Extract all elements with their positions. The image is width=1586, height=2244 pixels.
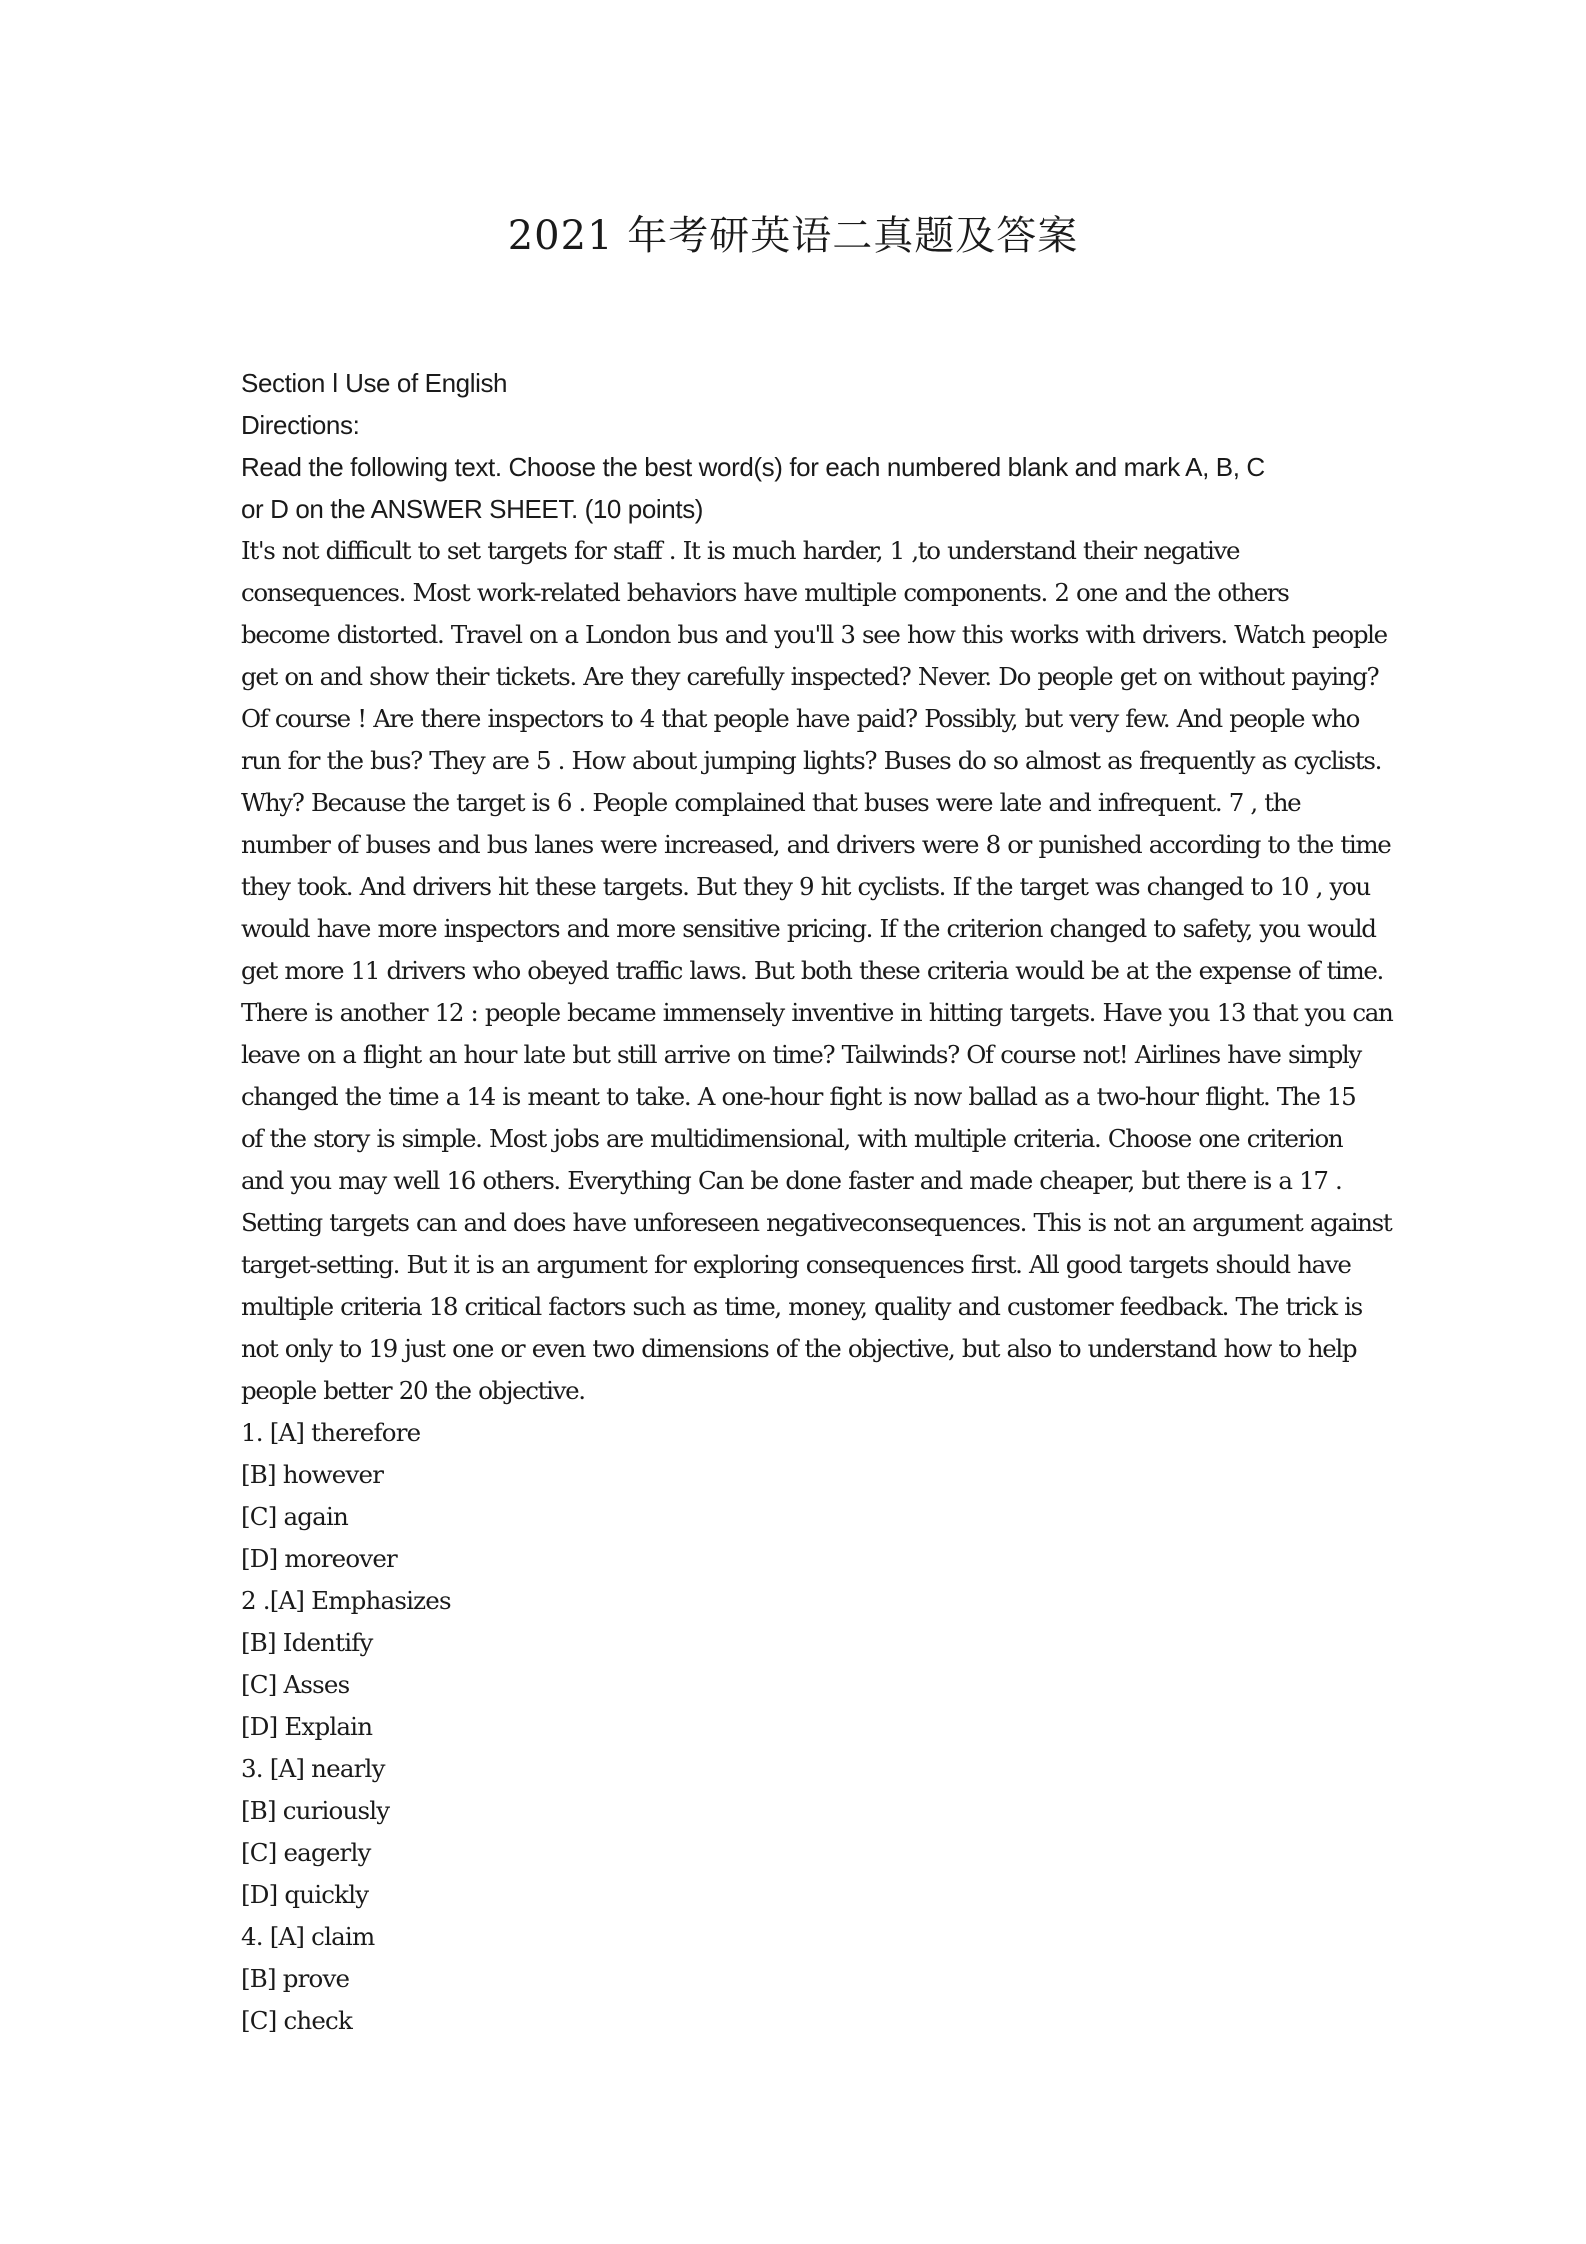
- option-line: 4. [A] claim: [241, 1922, 375, 1951]
- document-title: 2021 年考研英语二真题及答案: [507, 213, 1079, 259]
- passage-line: leave on a flight an hour late but still arrive on time? Tailwinds? Of course not! Airlines have simply: [241, 1040, 1361, 1069]
- passage-line: Of course ! Are there inspectors to 4 that people have paid? Possibly, but very few. And people who: [241, 704, 1360, 733]
- directions-line: Read the following text. Choose the best word(s) for each numbered blank and mark A, B, C: [241, 452, 1265, 482]
- passage-line: get on and show their tickets. Are they carefully inspected? Never. Do people get on without paying?: [241, 662, 1379, 691]
- passage-line: target-setting. But it is an argument for exploring consequences first. All good targets should have: [241, 1250, 1351, 1279]
- passage-line: would have more inspectors and more sensitive pricing. If the criterion changed to safety, you would: [241, 914, 1376, 943]
- option-line: [D] quickly: [241, 1880, 369, 1909]
- passage-line: Why? Because the target is 6 . People complained that buses were late and infrequent. 7 , the: [241, 788, 1301, 817]
- passage-line: multiple criteria 18 critical factors such as time, money, quality and customer feedback. The trick is: [241, 1292, 1362, 1321]
- document-body: [241, 362, 1393, 2042]
- directions-text: [241, 446, 1361, 530]
- passage-line: It's not difficult to set targets for staff . It is much harder, 1 ,to understand their negative: [241, 536, 1240, 565]
- option-line: [B] prove: [241, 1964, 350, 1993]
- passage-line: and you may well 16 others. Everything Can be done faster and made cheaper, but there is a 17 .: [241, 1166, 1342, 1195]
- passage-line: become distorted. Travel on a London bus and you'll 3 see how this works with drivers. Watch people: [241, 620, 1387, 649]
- passage-line: of the story is simple. Most jobs are multidimensional, with multiple criteria. Choose one criterion: [241, 1124, 1343, 1153]
- option-line: 1. [A] therefore: [241, 1418, 421, 1447]
- section-heading: Section Ⅰ Use of English: [241, 368, 508, 398]
- passage-line: run for the bus? They are 5 . How about jumping lights? Buses do so almost as frequently as cyclists.: [241, 746, 1382, 775]
- passage-line: not only to 19 just one or even two dimensions of the objective, but also to understand how to help: [241, 1334, 1357, 1363]
- option-line: [B] curiously: [241, 1796, 390, 1825]
- directions-line: or D on the ANSWER SHEET. (10 points): [241, 494, 704, 524]
- option-line: 2 .[A] Emphasizes: [241, 1586, 451, 1615]
- option-line: [C] check: [241, 2006, 353, 2035]
- answer-options: [241, 1412, 1361, 2042]
- passage-line: Setting targets can and does have unforeseen negativeconsequences. This is not an argument against: [241, 1208, 1392, 1237]
- directions-label: Directions:: [241, 410, 360, 440]
- option-line: [B] however: [241, 1460, 384, 1489]
- passage-line: number of buses and bus lanes were increased, and drivers were 8 or punished according to the time: [241, 830, 1391, 859]
- passage-line: changed the time a 14 is meant to take. A one-hour fight is now ballad as a two-hour flight. The 15: [241, 1082, 1356, 1111]
- option-line: [C] Asses: [241, 1670, 350, 1699]
- option-line: [B] Identify: [241, 1628, 373, 1657]
- option-line: [C] eagerly: [241, 1838, 371, 1867]
- passage-line: There is another 12 : people became immensely inventive in hitting targets. Have you 13 that you can: [241, 998, 1393, 1027]
- option-line: [D] Explain: [241, 1712, 373, 1741]
- passage-line: get more 11 drivers who obeyed traffic laws. But both these criteria would be at the expense of time.: [241, 956, 1383, 985]
- passage-line: they took. And drivers hit these targets. But they 9 hit cyclists. If the target was changed to 10 , you: [241, 872, 1370, 901]
- option-line: 3. [A] nearly: [241, 1754, 385, 1783]
- passage-line: consequences. Most work-related behaviors have multiple components. 2 one and the others: [241, 578, 1289, 607]
- passage: [241, 530, 1393, 1412]
- option-line: [D] moreover: [241, 1544, 397, 1573]
- option-line: [C] again: [241, 1502, 348, 1531]
- passage-line: people better 20 the objective.: [241, 1376, 585, 1405]
